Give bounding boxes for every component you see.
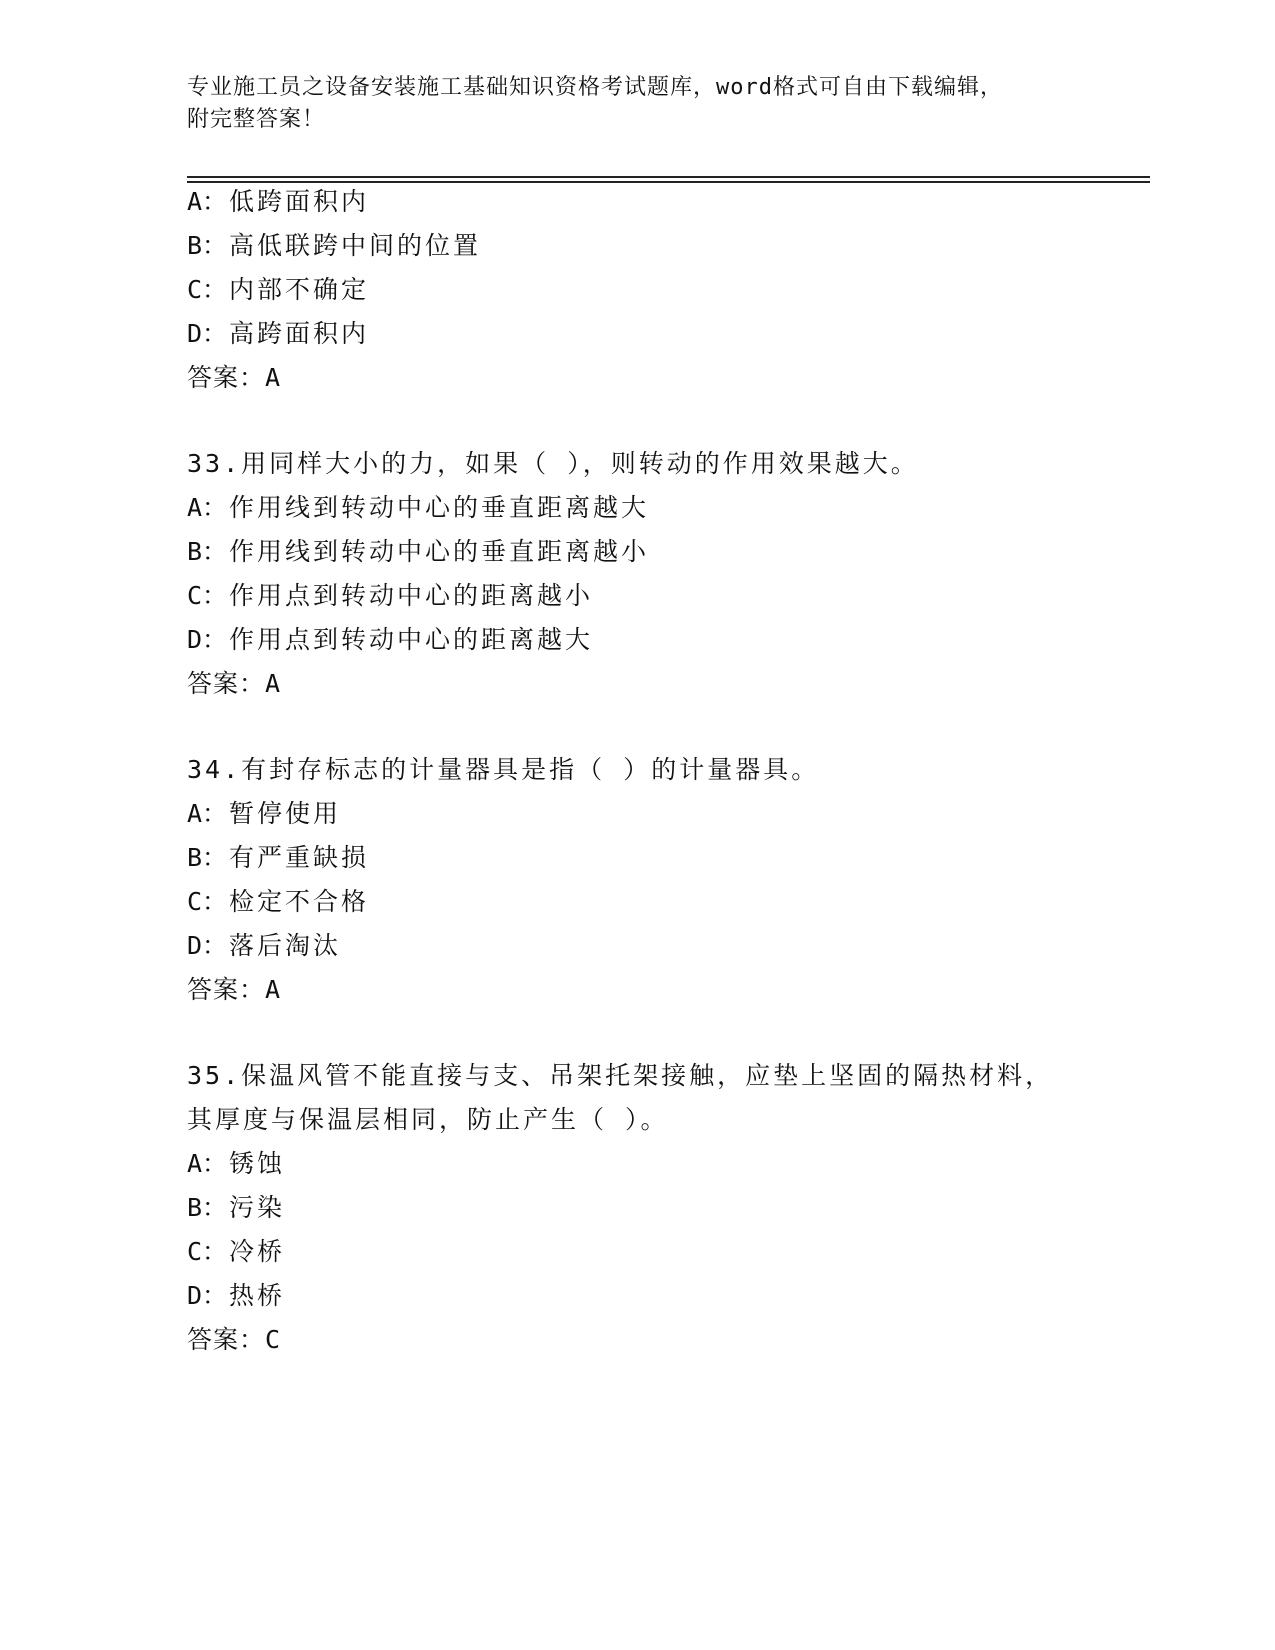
option-a: A：暂停使用: [187, 799, 342, 828]
option-b: B：污染: [187, 1193, 286, 1222]
answer-line: 答案：A: [187, 975, 282, 1004]
document-header: [187, 72, 1087, 136]
option-b: B：高低联跨中间的位置: [187, 231, 482, 260]
header-divider-bottom: [187, 181, 1150, 183]
answer-line: 答案：C: [187, 1325, 282, 1354]
option-a: A：作用线到转动中心的垂直距离越大: [187, 493, 650, 522]
question-stem: 34.有封存标志的计量器具是指（ ）的计量器具。: [187, 755, 820, 784]
header-divider-top: [187, 176, 1150, 178]
option-c: C：冷桥: [187, 1237, 286, 1266]
question-stem-continued: 其厚度与保温层相同，防止产生（ ）。: [187, 1105, 669, 1134]
option-c: C：检定不合格: [187, 887, 370, 916]
answer-line: 答案：A: [187, 669, 282, 698]
option-b: B：作用线到转动中心的垂直距离越小: [187, 537, 650, 566]
header-line-1: 专业施工员之设备安装施工基础知识资格考试题库，word格式可自由下载编辑，: [187, 75, 1003, 100]
answer-line: 答案：A: [187, 363, 282, 392]
question-stem: 35.保温风管不能直接与支、吊架托架接触，应垫上坚固的隔热材料，: [187, 1061, 1054, 1090]
option-d: D：作用点到转动中心的距离越大: [187, 625, 594, 654]
option-d: D：高跨面积内: [187, 319, 370, 348]
option-b: B：有严重缺损: [187, 843, 370, 872]
option-a: A：锈蚀: [187, 1149, 286, 1178]
option-d: D：热桥: [187, 1281, 286, 1310]
option-d: D：落后淘汰: [187, 931, 342, 960]
option-c: C：内部不确定: [187, 275, 370, 304]
option-a: A：低跨面积内: [187, 187, 370, 216]
question-stem: 33.用同样大小的力，如果（ ），则转动的作用效果越大。: [187, 449, 919, 478]
option-c: C：作用点到转动中心的距离越小: [187, 581, 594, 610]
header-line-2: 附完整答案！: [187, 107, 326, 132]
